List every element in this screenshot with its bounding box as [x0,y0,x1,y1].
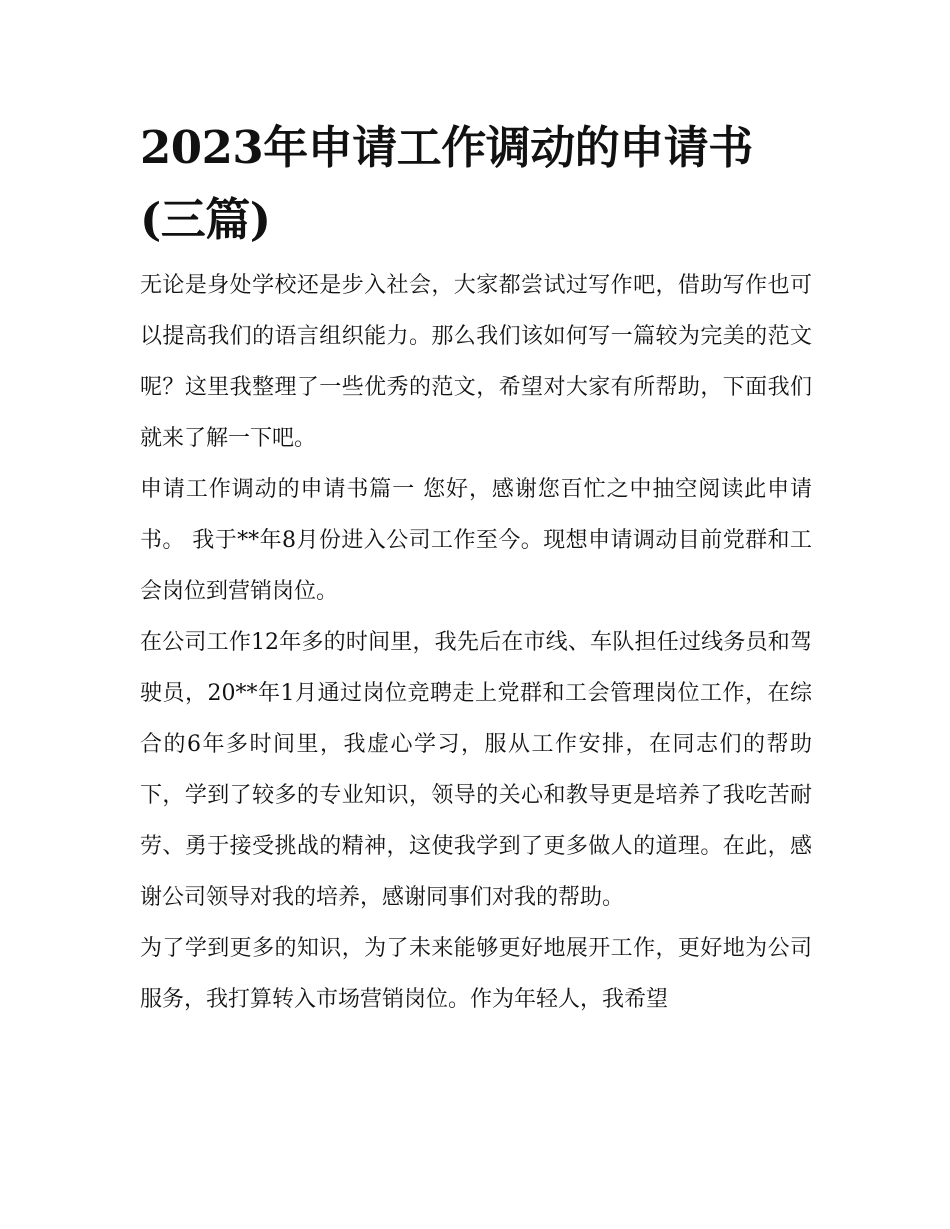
paragraph-application-opening: 申请工作调动的申请书篇一 您好，感谢您百忙之中抽空阅读此申请书。 我于**年8月份进入公司工作至今。现想申请调动目前党群和工会岗位到营销岗位。 [140,477,812,604]
paragraph-transfer-reason: 为了学到更多的知识，为了未来能够更好地展开工作，更好地为公司服务，我打算转入市场营销岗位。作为年轻人，我希望 [140,936,812,1012]
document-body [140,112,812,1025]
paragraph-intro: 无论是身处学校还是步入社会，大家都尝试过写作吧，借助写作也可以提高我们的语言组织能力。那么我们该如何写一篇较为完美的范文呢？这里我整理了一些优秀的范文，希望对大家有所帮助，下面我们就来了解一下吧。 [140,273,812,451]
document-title: 2023年申请工作调动的申请书(三篇) [140,121,753,246]
paragraph-work-history: 在公司工作12年多的时间里，我先后在市线、车队担任过线务员和驾驶员，20**年1月通过岗位竞聘走上党群和工会管理岗位工作，在综合的6年多时间里，我虚心学习，服从工作安排，在同志们的帮助下，学到了较多的专业知识，领导的关心和教导更是培养了我吃苦耐劳、勇于接受挑战的精神，这使我学到了更多做人的道理。在此，感谢公司领导对我的培养，感谢同事们对我的帮助。 [140,630,812,910]
